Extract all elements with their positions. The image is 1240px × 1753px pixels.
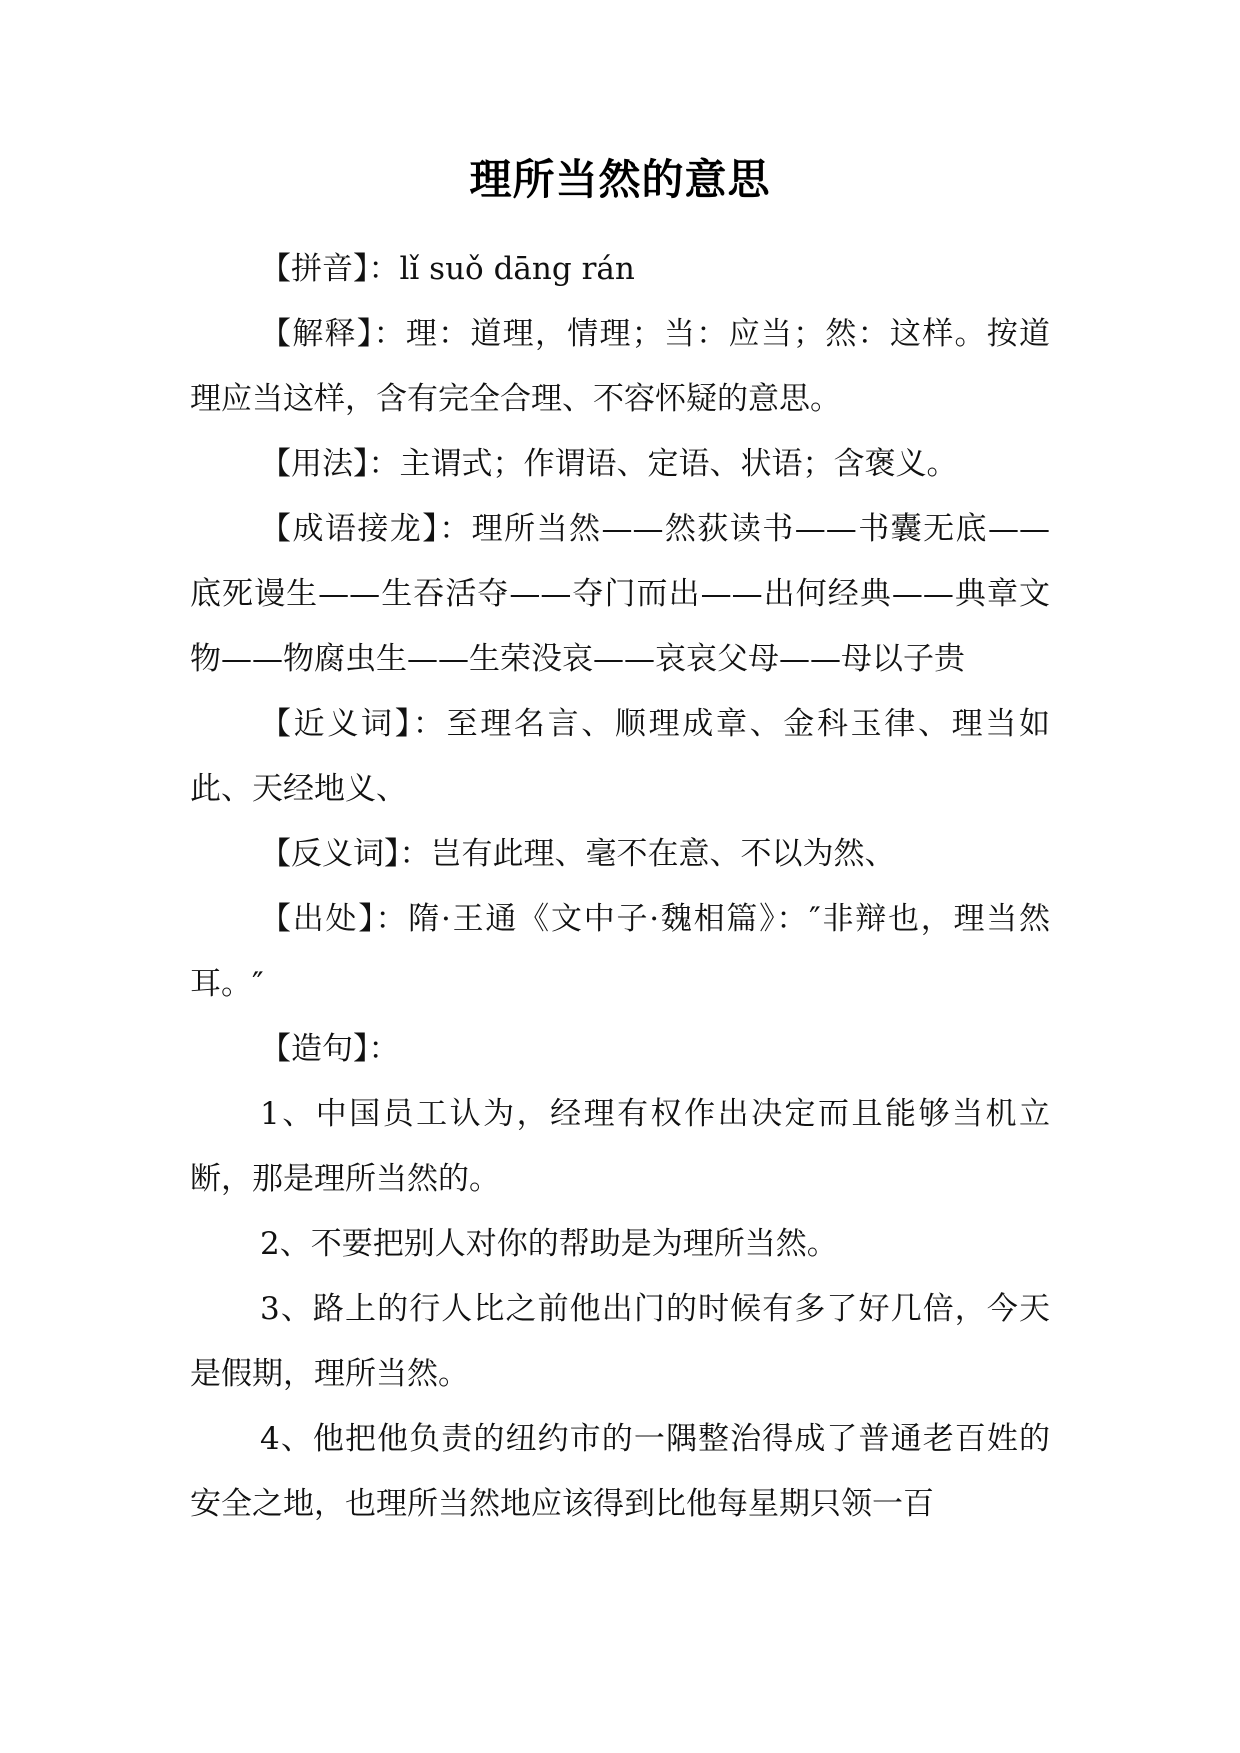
usage-separator: ：	[368, 446, 400, 482]
example-sentence-4: 4、他把他负责的纽约市的一隅整治得成了普通老百姓的安全之地，也理所当然地应该得到比他每星期只领一百	[190, 1421, 1050, 1522]
antonyms-separator: ：	[399, 836, 431, 872]
explanation-label: 【解释】	[260, 316, 374, 352]
document-body	[190, 237, 1050, 1537]
examples-heading	[190, 1017, 1050, 1082]
example-sentence-1: 1、中国员工认为，经理有权作出决定而且能够当机立断，那是理所当然的。	[190, 1096, 1050, 1197]
pinyin-paragraph	[190, 237, 1050, 302]
antonyms-label: 【反义词】	[260, 836, 400, 872]
source-separator: ：	[375, 901, 409, 937]
idiom-chain-text: 理所当然——然荻读书——书囊无底——底死谩生——生吞活夺——夺门而出——出何经典——典章文物——物腐虫生——生荣没哀——哀哀父母——母以子贵	[190, 511, 1051, 677]
example-sentence-3: 3、路上的行人比之前他出门的时候有多了好几倍，今天是假期，理所当然。	[190, 1291, 1050, 1392]
page-title: 理所当然的意思	[469, 155, 771, 204]
pinyin-label: 【拼音】	[260, 251, 369, 287]
source-text: 隋·王通《文中子·魏相篇》：″非辩也，理当然耳。″	[190, 901, 1050, 1002]
example-sentence-2: 2、不要把别人对你的帮助是为理所当然。	[260, 1226, 838, 1262]
usage-text: 主谓式；作谓语、定语、状语；含褒义。	[399, 446, 958, 482]
antonyms-paragraph	[190, 822, 1050, 887]
synonyms-separator: ：	[412, 706, 447, 742]
idiom-chain-label: 【成语接龙】	[260, 511, 440, 547]
examples-label: 【造句】	[260, 1031, 369, 1067]
idiom-chain-paragraph	[190, 497, 1050, 692]
source-label: 【出处】	[260, 901, 376, 937]
pinyin-separator: ：	[368, 251, 400, 287]
usage-label: 【用法】	[260, 446, 369, 482]
examples-separator: ：	[368, 1031, 400, 1067]
idiom-chain-separator: ：	[439, 511, 472, 547]
explanation-paragraph	[190, 302, 1050, 432]
explanation-text: 理：道理，情理；当：应当；然：这样。按道理应当这样，含有完全合理、不容怀疑的意思。	[190, 316, 1051, 417]
synonyms-paragraph	[190, 692, 1050, 822]
synonyms-text: 至理名言、顺理成章、金科玉律、理当如此、天经地义、	[190, 706, 1051, 807]
source-paragraph	[190, 887, 1050, 1017]
synonyms-label: 【近义词】	[260, 706, 413, 742]
usage-paragraph	[190, 432, 1050, 497]
explanation-separator: ：	[373, 316, 406, 352]
pinyin-text: lǐ suǒ dāng rán	[399, 251, 635, 287]
antonyms-text: 岂有此理、毫不在意、不以为然、	[430, 836, 896, 872]
